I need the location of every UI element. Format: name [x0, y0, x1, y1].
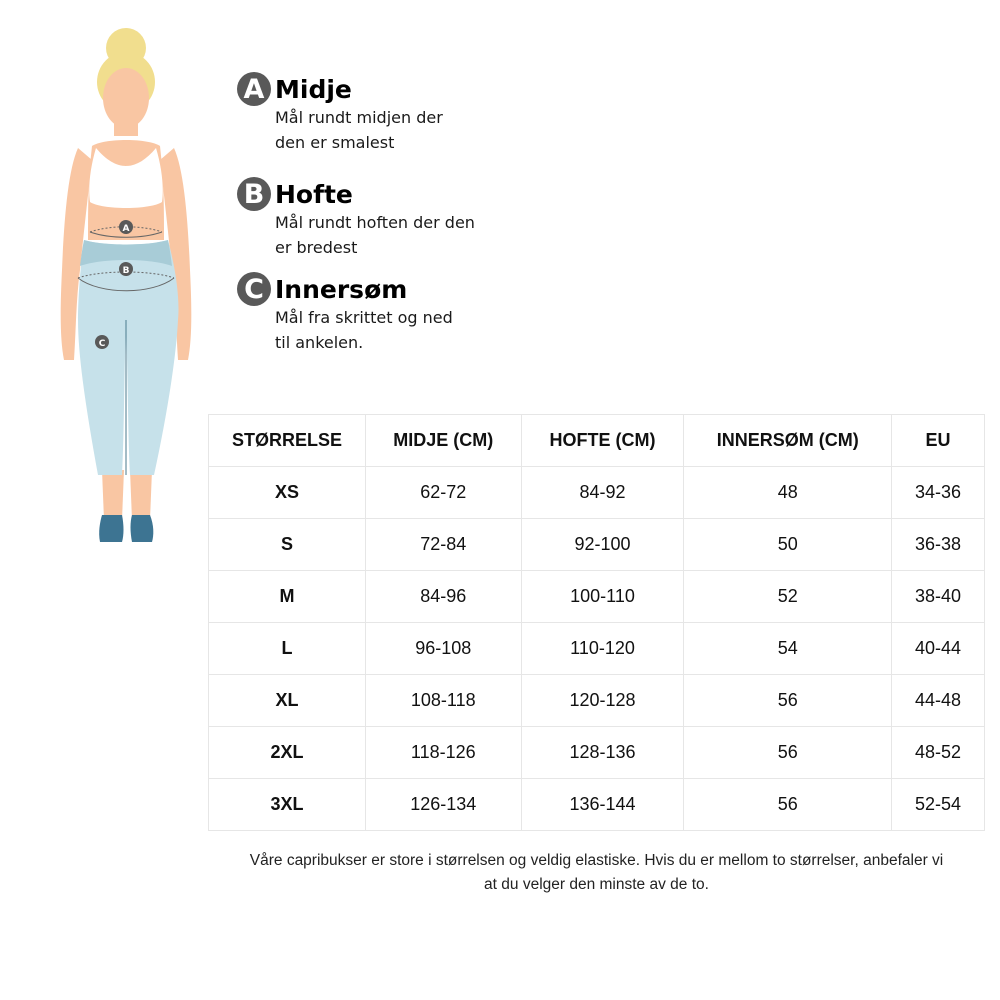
cell-size: XS [209, 467, 366, 519]
cell-waist: 84-96 [365, 571, 521, 623]
cell-eu: 44-48 [892, 675, 985, 727]
svg-text:B: B [122, 266, 130, 276]
size-table [208, 414, 985, 831]
size-note: Våre capribukser er store i størrelsen og veldig elastiske. Hvis du er mellom to størrelser, anbefaler vi at du velger den minste av de to. [249, 852, 944, 893]
head [103, 68, 149, 128]
cell-waist: 118-126 [365, 727, 521, 779]
table-header-row [209, 415, 985, 467]
cell-waist: 96-108 [365, 623, 521, 675]
header-waist: MIDJE (CM) [365, 415, 521, 467]
table-row [209, 675, 985, 727]
cell-inseam: 50 [684, 519, 892, 571]
cell-inseam: 54 [684, 623, 892, 675]
cell-eu: 38-40 [892, 571, 985, 623]
calves [102, 470, 152, 520]
badge-a-icon: A [237, 72, 271, 106]
cell-waist: 126-134 [365, 779, 521, 831]
cell-eu: 36-38 [892, 519, 985, 571]
cell-size: 3XL [209, 779, 366, 831]
cell-inseam: 56 [684, 727, 892, 779]
cell-size: M [209, 571, 366, 623]
measure-waist-title: Midje [275, 74, 352, 104]
cell-eu: 34-36 [892, 467, 985, 519]
cell-size: S [209, 519, 366, 571]
header-hip: HOFTE (CM) [521, 415, 684, 467]
table-row [209, 519, 985, 571]
cell-hip: 136-144 [521, 779, 684, 831]
measure-inseam [237, 271, 537, 355]
cell-hip: 110-120 [521, 623, 684, 675]
measure-hip-title: Hofte [275, 179, 353, 209]
table-row [209, 727, 985, 779]
table-row [209, 779, 985, 831]
cell-hip: 120-128 [521, 675, 684, 727]
cell-inseam: 48 [684, 467, 892, 519]
measure-hip [237, 176, 537, 260]
cell-inseam: 52 [684, 571, 892, 623]
cell-inseam: 56 [684, 675, 892, 727]
table-row [209, 571, 985, 623]
cell-eu: 52-54 [892, 779, 985, 831]
badge-b-icon: B [237, 177, 271, 211]
header-size: STØRRELSE [209, 415, 366, 467]
marker-c [95, 335, 109, 349]
measure-inseam-desc: Mål fra skrittet og ned til ankelen. [275, 308, 453, 352]
cell-waist: 72-84 [365, 519, 521, 571]
table-row [209, 467, 985, 519]
cell-hip: 92-100 [521, 519, 684, 571]
measure-hip-desc: Mål rundt hoften der den er bredest [275, 213, 475, 257]
cell-inseam: 56 [684, 779, 892, 831]
measure-inseam-title: Innersøm [275, 274, 408, 304]
cell-waist: 62-72 [365, 467, 521, 519]
header-inseam: INNERSØM (CM) [684, 415, 892, 467]
shoes [99, 515, 153, 542]
badge-c-icon: C [237, 272, 271, 306]
table-row [209, 623, 985, 675]
cell-size: 2XL [209, 727, 366, 779]
cell-waist: 108-118 [365, 675, 521, 727]
cell-hip: 100-110 [521, 571, 684, 623]
measure-waist [237, 71, 537, 155]
marker-a [119, 220, 133, 234]
cell-eu: 40-44 [892, 623, 985, 675]
body-figure-illustration [40, 20, 230, 560]
svg-text:A: A [122, 224, 130, 234]
marker-b [119, 262, 133, 276]
measure-waist-desc: Mål rundt midjen der den er smalest [275, 108, 443, 152]
cell-size: XL [209, 675, 366, 727]
cell-hip: 84-92 [521, 467, 684, 519]
cell-hip: 128-136 [521, 727, 684, 779]
cell-size: L [209, 623, 366, 675]
cell-eu: 48-52 [892, 727, 985, 779]
header-eu: EU [892, 415, 985, 467]
svg-text:C: C [98, 339, 106, 349]
